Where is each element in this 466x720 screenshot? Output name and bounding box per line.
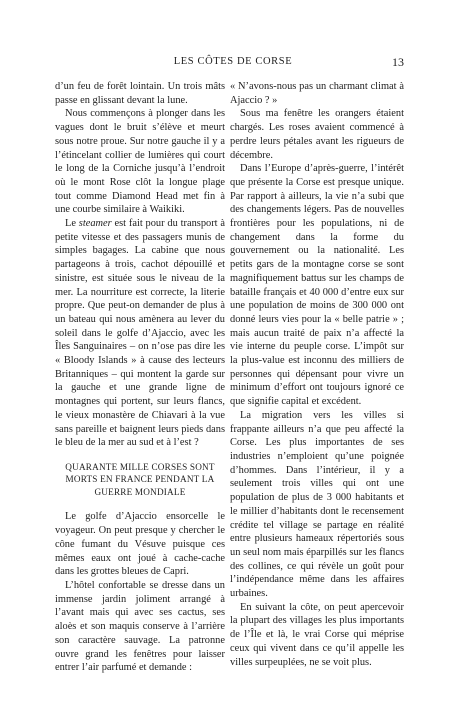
paragraph: Le golfe d’Ajaccio ensorcelle le voyageur. On peut presque y chercher le cône fumant du Vésuve puisque ces mêmes eaux ont joué à cache-cache dans les grottes bleues de Capri.	[55, 511, 225, 578]
page-number: 13	[392, 55, 404, 69]
paragraph: Dans l’Europe d’après-guerre, l’intérêt que présente la Corse est presque unique. Par rapport à ailleurs, la vie n’a subi que des changements légers. Pas de nouvelles frontières pour les populations, ni de changement dans la forme du gouvernement ou la nationalité. Les petits gars de la montagne corse se sont magnifiquement battus sur les champs de bataille français et 40 000 d’entre eux sur une population de moins de 300 000 ont donné leurs vies pour la « belle patrie » ; mais aucun traité de paix n’a affecté la vie interne du peuple corse. L’impôt sur la plus-value est inconnu des milliers de personnes qui dépensant pour vivre un minimum d’effort ont toujours ignoré ce que signifie capital et excédent.	[230, 163, 404, 408]
paragraph	[55, 217, 225, 450]
paragraph: d’un feu de forêt lointain. Un trois mâts passe en glissant devant la lune.	[55, 81, 225, 106]
paragraph: En suivant la côte, on peut apercevoir la plupart des villages les plus importants de l’Île et là, le vrai Corse qui méprise ceux qui vivent dans ce qu’il appelle les villes surpeuplées, ne se voit plus.	[230, 601, 404, 668]
emphasis: steamer	[78, 218, 112, 230]
section-heading: QUARANTE MILLE CORSES SONT MORTS EN FRANCE PENDANT LA GUERRE MONDIALE	[65, 461, 215, 497]
text-run: est fait pour du transport à petite vitesse et des passagers munis de simples bagages. La cabine que nous partageons à trois, cachot dépouillé et sinistre, est située sous le niveau de la mer. La nourriture est correcte, la literie propre. Que peut-on demander de plus à un bateau qui nous amènera au lever du soleil dans le golfe d’Ajaccio, avec les Îles Sanguinaires – on n’ose pas dire les « Bloody Islands » à cause des lecteurs Britanniques – qui montent la garde sur la gauche et une grande ligne de montagnes qui portent, sur leurs flancs, le vieux monastère de Chiavari à la vue sans pareille et baignent leurs pieds dans le bleu de la mer au sud et à l’est ?	[55, 218, 225, 449]
paragraph: L’hôtel confortable se dresse dans un immense jardin joliment arrangé à l’avant mais qui avec ses cactus, ses aloès et son maquis conserve à l’arrière son caractère sauvage. La patronne ouvre grand les fenêtres pour laisser entrer l’air parfumé et demande :	[55, 580, 225, 674]
text-run: Le	[65, 218, 79, 230]
paragraph: « N’avons-nous pas un charmant climat à Ajaccio ? »	[230, 81, 404, 106]
left-column	[55, 80, 225, 675]
paragraph: La migration vers les villes si frappante ailleurs n’a que peu affecté la Corse. Les plus importantes de ses industries n’emploient qu’une poignée d’hommes. Dans l’intérieur, il y a seulement trois villes qui ont une population de plus de 3 000 habitants et le millier d’habitants dont le recensement crédite tel village se partage en réalité entre plusieurs hameaux répertoriés sous un seul nom mais éparpillés sur les flancs des collines, ce qui révèle un goût pour l’indépendance même dans les affaires urbaines.	[230, 409, 404, 600]
paragraph: Sous ma fenêtre les orangers étaient chargés. Les roses avaient commencé à perdre leurs pétales avant les rigueurs de décembre.	[230, 108, 404, 161]
running-head: LES CÔTES DE CORSE	[173, 56, 293, 67]
paragraph: Nous commençons à plonger dans les vagues dont le bruit s’élève et meurt sous notre proue. Sur notre gauche il y a l’étincelant collier de lumières qui court le long de la Corniche jusqu’à l’endroit où le mont Rose clôt la longue plage tout comme Diamond Head met fin à une courbe similaire à Waikiki.	[55, 108, 225, 216]
right-column	[230, 80, 404, 669]
